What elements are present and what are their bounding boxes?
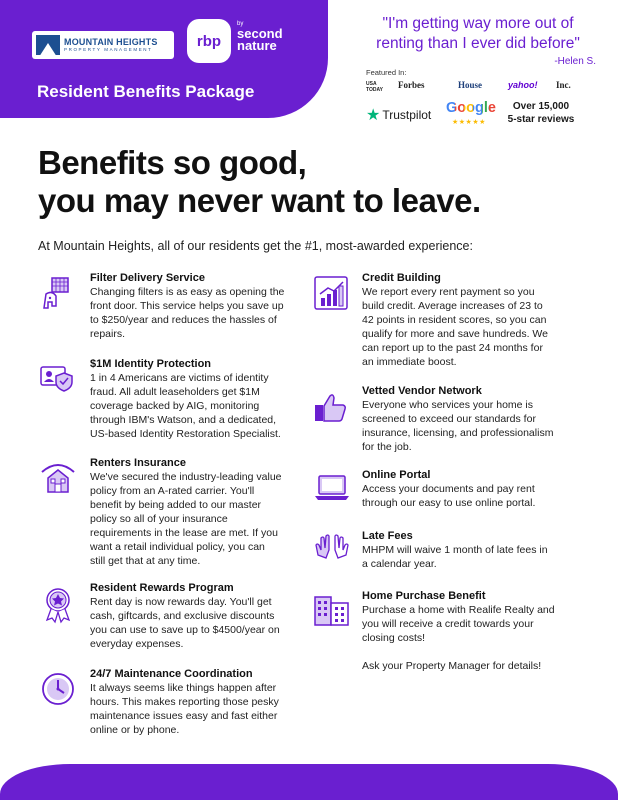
house-logo: House bbox=[458, 80, 483, 90]
identity-protection-icon bbox=[38, 359, 78, 399]
benefit-title: Credit Building bbox=[362, 272, 441, 284]
benefit-desc-line: you can use to save up to $4500/year on bbox=[90, 624, 280, 636]
google-logo bbox=[446, 100, 496, 116]
benefit-desc-line: benefit by being added to our master bbox=[90, 499, 262, 511]
benefit-desc-line: policy from an A-rated carrier. You'll bbox=[90, 485, 255, 497]
benefit-desc-line: for the job. bbox=[362, 441, 412, 453]
benefit-desc-line: Everyone who services your home is bbox=[362, 399, 533, 411]
benefit-title: Resident Rewards Program bbox=[90, 582, 234, 594]
rbp-logo: rbp bbox=[187, 19, 231, 63]
partner-name-2: nature bbox=[237, 38, 277, 54]
trustpilot-label: Trustpilot bbox=[382, 108, 432, 122]
benefit-title: $1M Identity Protection bbox=[90, 358, 212, 370]
partner-by: by bbox=[237, 21, 244, 27]
benefit-desc-line: We've secured the industry-leading value bbox=[90, 471, 282, 483]
benefit-desc-line: cash, giftcards, and exclusive discounts bbox=[90, 610, 275, 622]
benefit-desc-line: to $250/year and reduces the hassles of bbox=[90, 314, 277, 326]
buildings-icon bbox=[312, 591, 352, 631]
benefit-title: Renters Insurance bbox=[90, 457, 186, 469]
yahoo-logo: yahoo! bbox=[508, 80, 538, 90]
testimonial-author: -Helen S. bbox=[554, 56, 596, 67]
headline bbox=[38, 144, 481, 220]
benefit-desc-line: through IBM's Watson, and a dedicated, bbox=[90, 414, 277, 426]
headline-line-1: Benefits so good, bbox=[38, 144, 307, 181]
benefit-desc-line: US-based Identity Restoration Specialist. bbox=[90, 428, 281, 440]
benefit-desc-line: maintenance issues easy and fast either bbox=[90, 710, 278, 722]
inc-logo: Inc. bbox=[556, 80, 571, 90]
reviews-line-2: 5-star reviews bbox=[507, 114, 575, 125]
header-band bbox=[0, 0, 328, 118]
benefit-desc-line: Ask your Property Manager for details! bbox=[362, 660, 542, 672]
benefit-desc-line: Rent day is now rewards day. You'll get bbox=[90, 596, 272, 608]
rewards-ribbon-icon bbox=[38, 584, 78, 624]
benefit-title: Filter Delivery Service bbox=[90, 272, 205, 284]
testimonial-quote: "I'm getting way more out of renting than I ever did before" bbox=[376, 15, 580, 52]
benefit-desc-line: build credit. Average increases of 23 to bbox=[362, 300, 543, 312]
benefit-desc-line: insurance, licensing, and professionalism bbox=[362, 427, 554, 439]
trustpilot-logo bbox=[366, 105, 431, 125]
laptop-icon bbox=[312, 468, 352, 508]
reviews-line-1: Over 15,000 bbox=[512, 101, 570, 112]
benefit-desc-line: We report every rent payment so you bbox=[362, 286, 535, 298]
intro-text: At Mountain Heights, all of our residents get the #1, most-awarded experience: bbox=[38, 239, 473, 253]
benefit-desc-line: you will receive a credit towards your bbox=[362, 618, 534, 630]
brand-sub: PROPERTY MANAGEMENT bbox=[64, 46, 153, 52]
headline-line-2: you may never want to leave. bbox=[38, 182, 481, 219]
benefit-desc-line: repairs. bbox=[90, 328, 126, 340]
benefit-title: 24/7 Maintenance Coordination bbox=[90, 668, 253, 680]
benefit-desc-line: 1 in 4 Americans are victims of identity bbox=[90, 372, 269, 384]
featured-label: Featured In: bbox=[366, 68, 407, 77]
benefit-desc-line: a calendar year. bbox=[362, 558, 437, 570]
partner-name-1: second bbox=[237, 25, 283, 41]
benefit-desc-line: coverage backed by AIG, monitoring bbox=[90, 400, 260, 412]
benefit-desc-line: can report up to the past 24 months for bbox=[362, 342, 543, 354]
mountain-heights-logo bbox=[32, 31, 174, 59]
second-nature-logo bbox=[237, 22, 283, 52]
benefit-title: Vetted Vendor Network bbox=[362, 385, 482, 397]
star-icon: ★ bbox=[366, 107, 381, 124]
maintenance-clock-icon bbox=[38, 669, 78, 709]
benefit-desc-line: Purchase a home with Realife Realty and bbox=[362, 604, 555, 616]
benefit-title: Online Portal bbox=[362, 469, 431, 481]
usa-today-logo: USA TODAY bbox=[366, 81, 383, 93]
benefit-desc-line: Access your documents and pay rent bbox=[362, 483, 535, 495]
band-title: Resident Benefits Package bbox=[37, 82, 255, 101]
google-stars-icon: ★★★★★ bbox=[452, 119, 486, 126]
mountain-icon bbox=[36, 35, 60, 55]
benefit-desc-line bbox=[362, 645, 612, 659]
benefit-desc-line: everyday expenses. bbox=[90, 638, 184, 650]
benefit-desc-line: qualify for more and save hundreds. We bbox=[362, 328, 548, 340]
footer-band bbox=[0, 764, 618, 800]
renters-insurance-icon bbox=[38, 458, 78, 498]
benefit-desc-line: hours. This makes reporting those pesky bbox=[90, 696, 279, 708]
benefit-desc-line: Changing filters is as easy as opening the bbox=[90, 286, 285, 298]
benefit-title: Late Fees bbox=[362, 530, 413, 542]
benefit-title: Home Purchase Benefit bbox=[362, 590, 486, 602]
benefit-desc-line: It always seems like things happen after bbox=[90, 682, 277, 694]
credit-chart-icon bbox=[312, 274, 352, 314]
benefit-desc-line: want a retail individual policy, you can bbox=[90, 541, 265, 553]
benefit-desc-line: screened to exceed our standards for bbox=[362, 413, 536, 425]
brand-main: MOUNTAIN HEIGHTS bbox=[64, 36, 158, 47]
benefit-desc-line: policy so all of your insurance bbox=[90, 513, 228, 525]
filter-delivery-icon bbox=[38, 274, 78, 314]
benefit-desc-line: online or by phone. bbox=[90, 724, 180, 736]
benefit-desc-line: still get that at any time. bbox=[90, 555, 201, 567]
benefit-desc-line: closing costs! bbox=[362, 632, 426, 644]
benefit-desc-line: through our easy to use online portal. bbox=[362, 497, 536, 509]
benefit-desc-line: fraud. All adult leaseholders get $1M bbox=[90, 386, 260, 398]
thumbs-up-icon bbox=[312, 387, 352, 427]
benefit-desc-line: requirements in the lease are met. If you bbox=[90, 527, 278, 539]
benefit-desc-line: MHPM will waive 1 month of late fees in bbox=[362, 544, 548, 556]
benefit-desc-line: 42 points in resident scores, so you can bbox=[362, 314, 547, 326]
forbes-logo: Forbes bbox=[398, 80, 425, 90]
benefit-desc-line: front door. This service helps you save up bbox=[90, 300, 284, 312]
high-five-icon bbox=[312, 529, 352, 569]
reviews-count bbox=[504, 100, 578, 126]
google-label: Google bbox=[446, 100, 496, 116]
benefit-desc-line: an immediate boost. bbox=[362, 356, 457, 368]
